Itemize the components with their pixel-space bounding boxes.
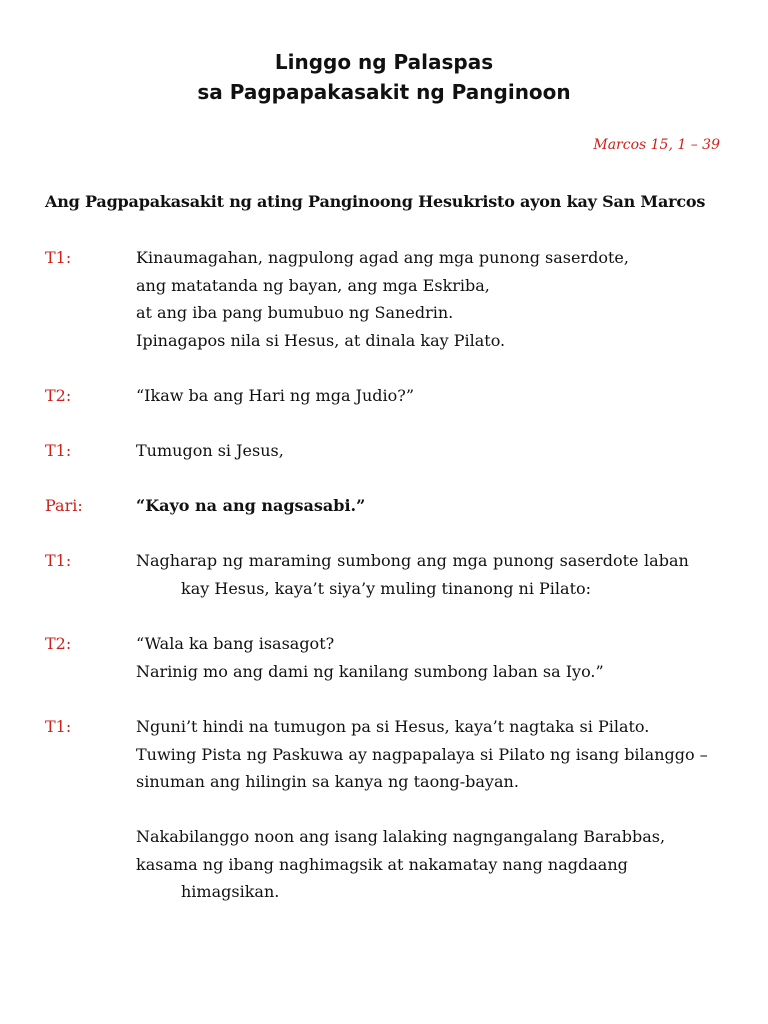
dialogue-line: kasama ng ibang naghimagsik at nakamatay nang nagdaang (136, 854, 628, 874)
dialogue-line: ang matatanda ng bayan, ang mga Eskriba, (136, 275, 490, 295)
dialogue-line: Kinaumagahan, nagpulong agad ang mga punong saserdote, (136, 248, 629, 267)
dialogue-lines (136, 492, 736, 520)
speaker-label: T1: (45, 441, 72, 460)
reading-heading: Ang Pagpapakasakit ng ating Panginoong Hesukristo ayon kay San Marcos (45, 192, 706, 211)
dialogue-lines (136, 823, 736, 906)
dialogue-line: Narinig mo ang dami ng kanilang sumbong laban sa Iyo.” (136, 661, 604, 681)
dialogue-line: himagsikan. (181, 882, 280, 901)
dialogue-line: Tuwing Pista ng Paskuwa ay nagpapalaya si Pilato ng isang bilanggo – (136, 744, 708, 764)
dialogue-line: kay Hesus, kaya’t siya’y muling tinanong ni Pilato: (181, 578, 592, 598)
dialogue-line: Ipinagapos nila si Hesus, at dinala kay Pilato. (136, 330, 506, 350)
dialogue-lines (136, 713, 736, 796)
dialogue-line: sinuman ang hilingin sa kanya ng taong-bayan. (136, 772, 519, 791)
dialogue-line: “Kayo na ang nagsasabi.” (136, 496, 366, 515)
speaker-label: T1: (45, 551, 72, 570)
page-title-line-2: sa Pagpapakasakit ng Panginoon (197, 80, 571, 104)
dialogue-lines (136, 547, 736, 602)
dialogue-lines (136, 630, 736, 685)
speaker-label: T1: (45, 248, 72, 267)
dialogue-line: Tumugon si Jesus, (136, 441, 284, 460)
dialogue-line: Nakabilanggo noon ang isang lalaking nagngangalang Barabbas, (136, 827, 666, 846)
speaker-label: Pari: (45, 496, 83, 515)
dialogue-lines (136, 244, 736, 354)
speaker-label: T1: (45, 717, 72, 736)
dialogue-line: Nguni’t hindi na tumugon pa si Hesus, kaya’t nagtaka si Pilato. (136, 717, 650, 736)
scripture-reference: Marcos 15, 1 – 39 (593, 137, 720, 153)
dialogue-line: “Ikaw ba ang Hari ng mga Judio?” (136, 386, 415, 405)
dialogue-lines (136, 382, 736, 410)
page-title-line-1: Linggo ng Palaspas (274, 50, 494, 74)
speaker-label: T2: (45, 386, 72, 405)
speaker-label: T2: (45, 634, 72, 653)
dialogue-line: “Wala ka bang isasagot? (136, 634, 335, 653)
dialogue-line: Nagharap ng maraming sumbong ang mga punong saserdote laban (136, 551, 689, 570)
dialogue-lines (136, 437, 736, 465)
dialogue-line: at ang iba pang bumubuo ng Sanedrin. (136, 303, 454, 322)
